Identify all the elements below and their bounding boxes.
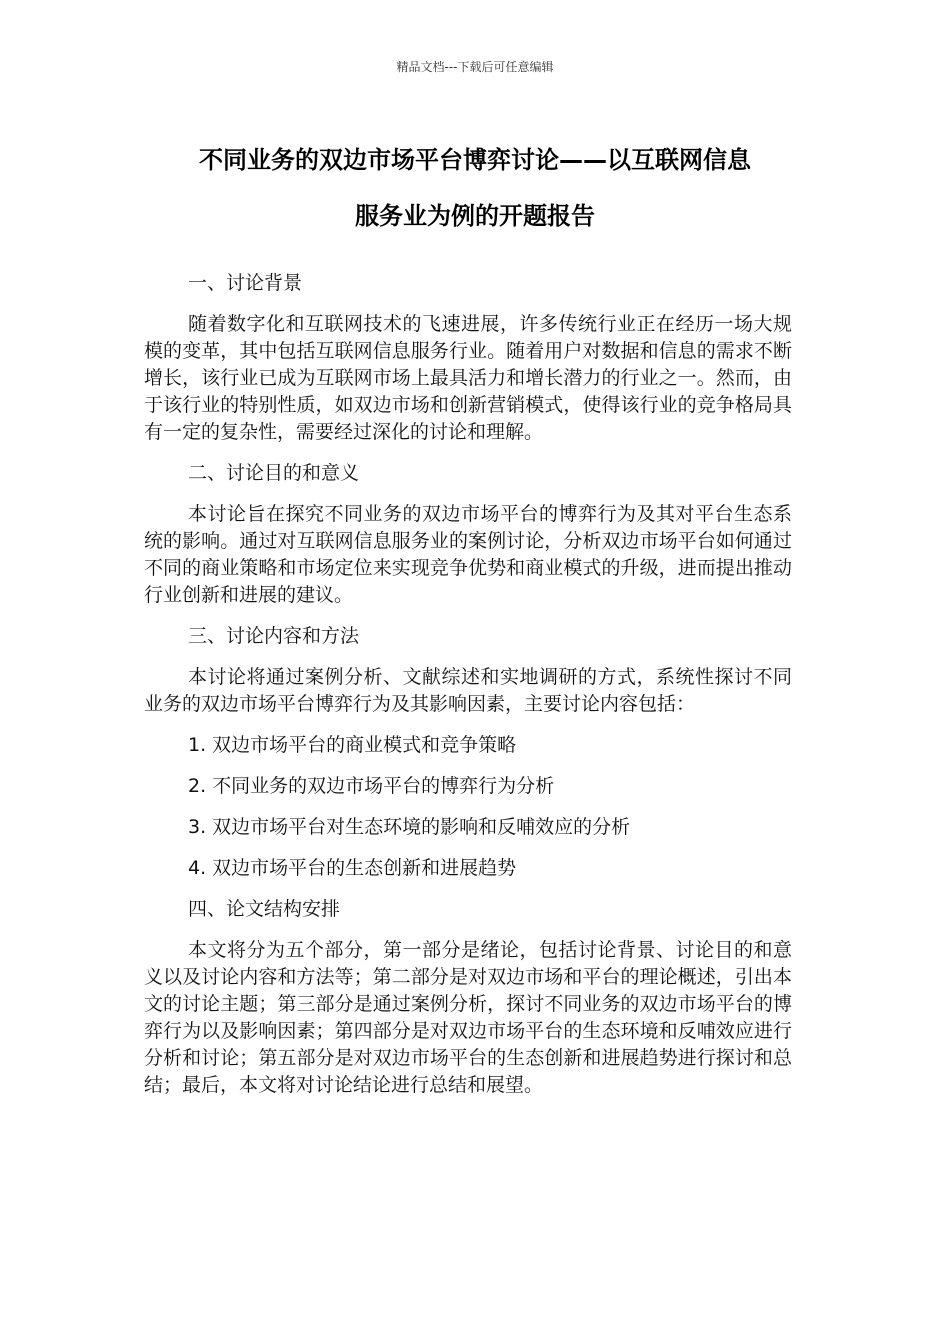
document-title-line-1: 不同业务的双边市场平台博弈讨论——以互联网信息 xyxy=(199,146,751,174)
document-body xyxy=(144,270,792,1113)
section-heading-background: 一、讨论背景 xyxy=(188,272,303,294)
list-item: 2. 不同业务的双边市场平台的博弈行为分析 xyxy=(188,775,555,797)
paragraph-purpose: 本讨论旨在探究不同业务的双边市场平台的博弈行为及其对平台生态系统的影响。通过对互联网信息服务业的案例讨论，分析双边市场平台如何通过不同的商业策略和市场定位来实现竞争优势和商业模式的升级，进而提出推动行业创新和进展的建议。 xyxy=(144,503,792,606)
paragraph-background: 随着数字化和互联网技术的飞速进展，许多传统行业正在经历一场大规模的变革，其中包括互联网信息服务行业。随着用户对数据和信息的需求不断增长，该行业已成为互联网市场上最具活力和增长潜力的行业之一。然而，由于该行业的特别性质，如双边市场和创新营销模式，使得该行业的竞争格局具有一定的复杂性，需要经过深化的讨论和理解。 xyxy=(144,313,792,443)
document-title-line-2: 服务业为例的开题报告 xyxy=(355,202,595,230)
paragraph-structure: 本文将分为五个部分，第一部分是绪论，包括讨论背景、讨论目的和意义以及讨论内容和方法等；第二部分是对双边市场和平台的理论概述，引出本文的讨论主题；第三部分是通过案例分析，探讨不同业务的双边市场平台的博弈行为以及影响因素；第四部分是对双边市场平台的生态环境和反哺效应进行分析和讨论；第五部分是对双边市场平台的生态创新和进展趋势进行探讨和总结；最后，本文将对讨论结论进行总结和展望。 xyxy=(144,939,792,1096)
list-item: 1. 双边市场平台的商业模式和竞争策略 xyxy=(188,734,517,756)
header-note: 精品文档---下载后可任意编辑 xyxy=(396,60,554,74)
paragraph-content-methods: 本讨论将通过案例分析、文献综述和实地调研的方式，系统性探讨不同业务的双边市场平台博弈行为及其影响因素，主要讨论内容包括： xyxy=(144,666,792,715)
section-heading-purpose: 二、讨论目的和意义 xyxy=(188,462,360,484)
section-heading-content-methods: 三、讨论内容和方法 xyxy=(188,625,360,647)
list-item: 4. 双边市场平台的生态创新和进展趋势 xyxy=(188,857,517,879)
list-item: 3. 双边市场平台对生态环境的影响和反哺效应的分析 xyxy=(188,816,631,838)
section-heading-structure: 四、论文结构安排 xyxy=(188,898,341,920)
